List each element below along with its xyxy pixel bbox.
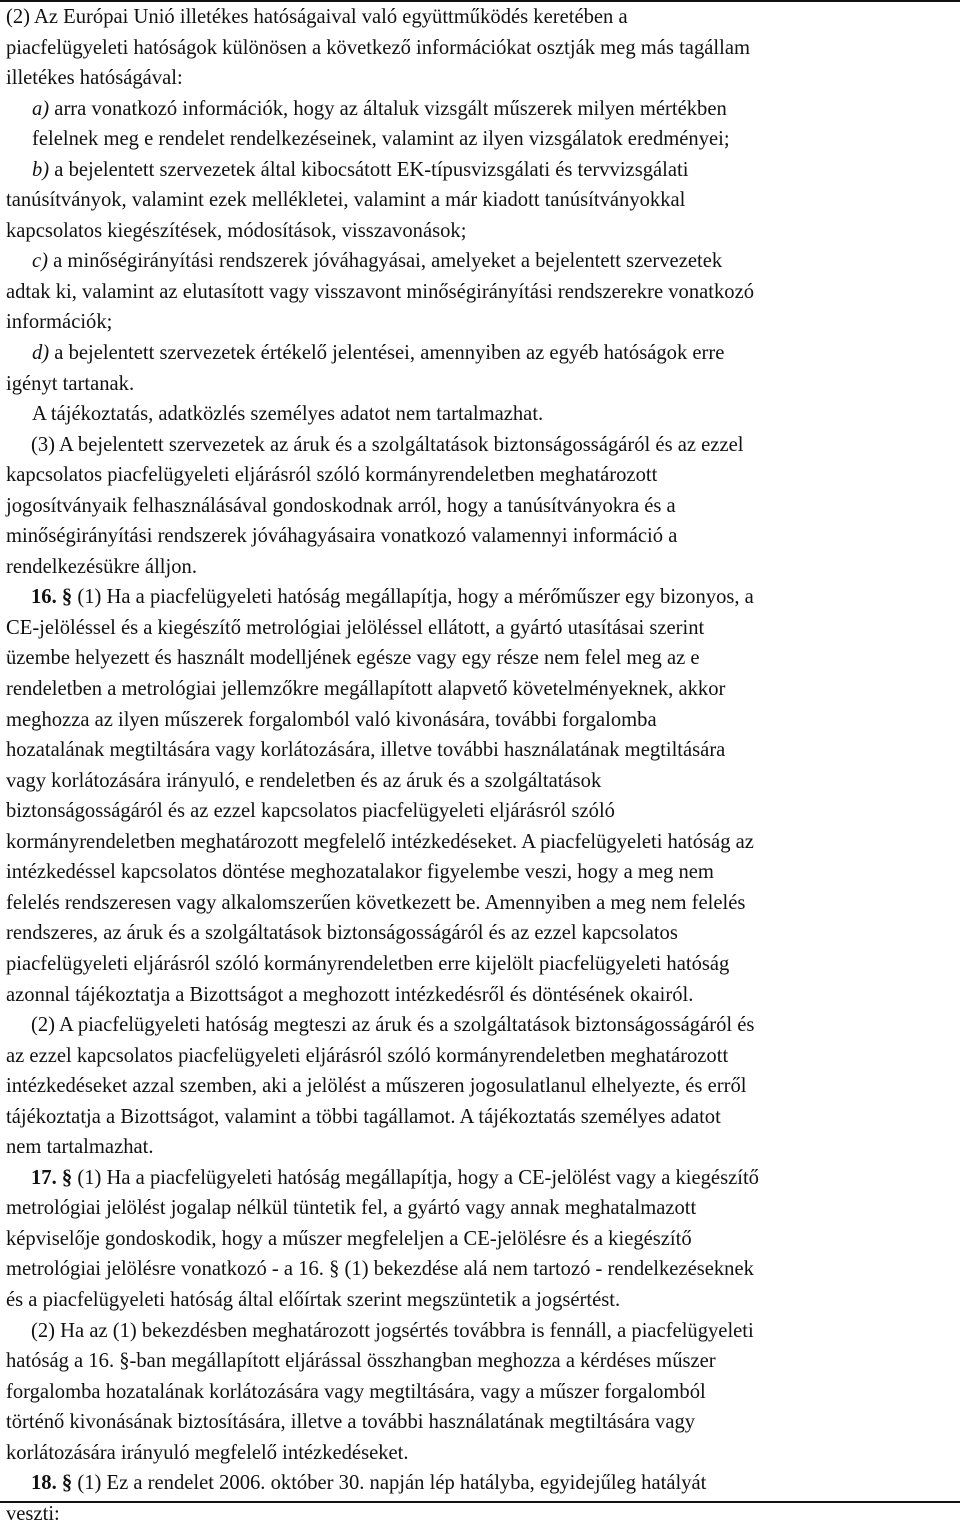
text-line bbox=[6, 185, 958, 216]
line-text: képviselője gondoskodik, hogy a műszer megfeleljen a CE-jelölésre és a kiegészítő bbox=[6, 1227, 692, 1250]
line-text: piacfelügyeleti hatóságok különösen a következő információkat osztják meg más tagállam bbox=[6, 36, 750, 59]
text-line bbox=[6, 1163, 958, 1194]
text-line bbox=[6, 1377, 958, 1408]
line-text: (1) Ez a rendelet 2006. október 30. napján lép hatályba, egyidejűleg hatályát bbox=[72, 1472, 707, 1495]
document-body bbox=[6, 2, 958, 1529]
line-text: (1) Ha a piacfelügyeleti hatóság megállapítja, hogy a mérőműszer egy bizonyos, a bbox=[72, 586, 754, 609]
text-line bbox=[6, 1102, 958, 1133]
text-line bbox=[6, 1468, 958, 1499]
line-text: tanúsítványok, valamint ezek mellékletei, valamint a már kiadott tanúsítványokkal bbox=[6, 189, 686, 212]
line-text: meghozza az ilyen műszerek forgalomból való kivonására, további forgalomba bbox=[6, 708, 657, 731]
text-line bbox=[6, 33, 958, 64]
line-text: (3) A bejelentett szervezetek az áruk és a szolgáltatások biztonságosságáról és az ezzel bbox=[31, 433, 744, 456]
line-text: CE-jelöléssel és a kiegészítő metrológiai jelöléssel ellátott, a gyártó utasításai szerint bbox=[6, 616, 705, 639]
text-line bbox=[6, 369, 958, 400]
text-line bbox=[6, 1499, 958, 1529]
line-text: (2) Ha az (1) bekezdésben meghatározott jogsértés továbbra is fennáll, a piacfelügyeleti bbox=[31, 1319, 754, 1342]
line-text: nem tartalmazhat. bbox=[6, 1136, 154, 1159]
text-line bbox=[6, 1316, 958, 1347]
line-text: vagy korlátozására irányuló, e rendeletben és az áruk és a szolgáltatások bbox=[6, 769, 602, 792]
text-line bbox=[6, 1071, 958, 1102]
line-text: üzembe helyezett és használt modelljének egésze vagy egy része nem felel meg az e bbox=[6, 647, 700, 670]
line-text: és a piacfelügyeleti hatóság által előírtak szerint megszüntetik a jogsértést. bbox=[6, 1288, 621, 1311]
line-text: A tájékoztatás, adatközlés személyes adatot nem tartalmazhat. bbox=[32, 403, 544, 426]
text-line bbox=[6, 1285, 958, 1316]
line-text: információk; bbox=[6, 311, 113, 334]
line-text: minőségirányítási rendszerek jóváhagyásaira vonatkozó valamennyi információ a bbox=[6, 525, 678, 548]
text-line bbox=[6, 216, 958, 247]
text-line bbox=[6, 582, 958, 613]
line-text: a minőségirányítási rendszerek jóváhagyásai, amelyeket a bejelentett szervezetek bbox=[48, 250, 723, 273]
line-text: a bejelentett szervezetek által kibocsátott EK-típusvizsgálati és tervvizsgálati bbox=[49, 158, 689, 181]
line-text: (2) Az Európai Unió illetékes hatóságaival való együttműködés keretében a bbox=[6, 6, 628, 28]
line-text: igényt tartanak. bbox=[6, 372, 135, 395]
text-line bbox=[6, 63, 958, 94]
line-text: az ezzel kapcsolatos piacfelügyeleti eljárásról szóló kormányrendeletben meghatározott bbox=[6, 1044, 729, 1067]
text-line bbox=[6, 124, 958, 155]
line-text: kapcsolatos kiegészítések, módosítások, visszavonások; bbox=[6, 219, 467, 242]
text-line bbox=[6, 918, 958, 949]
text-line bbox=[6, 949, 958, 980]
line-text: intézkedéssel kapcsolatos döntése meghozatalakor figyelembe veszi, hogy a meg nem bbox=[6, 861, 714, 884]
line-text: illetékes hatóságával: bbox=[6, 67, 183, 90]
list-marker: a) bbox=[32, 97, 50, 120]
text-line bbox=[6, 2, 958, 33]
text-line bbox=[6, 888, 958, 919]
line-text: adtak ki, valamint az elutasított vagy visszavont minőségirányítási rendszerekre vonatkozó bbox=[6, 280, 755, 303]
line-text: (1) Ha a piacfelügyeleti hatóság megállapítja, hogy a CE-jelölést vagy a kiegészítő bbox=[72, 1166, 759, 1189]
text-line bbox=[6, 796, 958, 827]
text-line bbox=[6, 827, 958, 858]
line-text: hozatalának megtiltására vagy korlátozására, illetve további használatának megtiltására bbox=[6, 739, 726, 762]
text-line bbox=[6, 1438, 958, 1469]
line-text: arra vonatkozó információk, hogy az általuk vizsgált műszerek milyen mértékben bbox=[49, 97, 727, 120]
text-line bbox=[6, 552, 958, 583]
list-marker: d) bbox=[32, 342, 50, 365]
text-line bbox=[6, 857, 958, 888]
text-line bbox=[6, 460, 958, 491]
text-line bbox=[6, 246, 958, 277]
text-line bbox=[6, 338, 958, 369]
line-text: korlátozására irányuló megfelelő intézkedéseket. bbox=[6, 1441, 409, 1464]
text-line bbox=[6, 1224, 958, 1255]
text-line bbox=[6, 1346, 958, 1377]
line-text: metrológiai jelölésre vonatkozó - a 16. § (1) bekezdése alá nem tartozó - rendelkezéseknek bbox=[6, 1258, 754, 1281]
text-line bbox=[6, 277, 958, 308]
line-text: kormányrendeletben meghatározott megfelelő intézkedéseket. A piacfelügyeleti hatóság az bbox=[6, 830, 754, 853]
line-text: veszti: bbox=[6, 1502, 60, 1525]
list-marker: b) bbox=[32, 158, 50, 181]
text-line bbox=[6, 613, 958, 644]
text-line bbox=[6, 643, 958, 674]
text-line bbox=[6, 521, 958, 552]
line-text: biztonságosságáról és az ezzel kapcsolatos piacfelügyeleti eljárásról szóló bbox=[6, 800, 615, 823]
line-text: jogosítványaik felhasználásával gondoskodnak arról, hogy a tanúsítványokra és a bbox=[6, 494, 676, 517]
line-text: azonnal tájékoztatja a Bizottságot a meghozott intézkedésről és döntésének okairól. bbox=[6, 983, 694, 1006]
line-text: hatóság a 16. §-ban megállapított eljárással összhangban meghozza a kérdéses műszer bbox=[6, 1350, 716, 1373]
text-line bbox=[6, 1193, 958, 1224]
line-text: rendelkezésükre álljon. bbox=[6, 555, 197, 578]
line-text: felelés rendszeresen vagy alkalomszerűen következett be. Amennyiben a meg nem felelés bbox=[6, 891, 746, 914]
text-line bbox=[6, 1132, 958, 1163]
section-number: 18. § bbox=[31, 1472, 73, 1495]
line-text: történő kivonásának biztosítására, illetve a további használatának megtiltására vagy bbox=[6, 1411, 696, 1434]
text-line bbox=[6, 307, 958, 338]
text-line bbox=[6, 1041, 958, 1072]
text-line bbox=[6, 399, 958, 430]
text-line bbox=[6, 491, 958, 522]
line-text: a bejelentett szervezetek értékelő jelentései, amennyiben az egyéb hatóságok erre bbox=[49, 342, 725, 365]
text-line bbox=[6, 430, 958, 461]
text-line bbox=[6, 1407, 958, 1438]
line-text: (2) A piacfelügyeleti hatóság megteszi az áruk és a szolgáltatások biztonságosságáról és bbox=[31, 1014, 755, 1037]
line-text: tájékoztatja a Bizottságot, valamint a többi tagállamot. A tájékoztatás személyes adatot bbox=[6, 1105, 721, 1128]
line-text: kapcsolatos piacfelügyeleti eljárásról szóló kormányrendeletben meghatározott bbox=[6, 464, 658, 487]
text-line bbox=[6, 1254, 958, 1285]
text-line bbox=[6, 766, 958, 797]
line-text: metrológiai jelölést jogalap nélkül tüntetik fel, a gyártó vagy annak meghatalmazott bbox=[6, 1197, 697, 1220]
text-line bbox=[6, 155, 958, 186]
list-marker: c) bbox=[32, 250, 48, 273]
section-number: 16. § bbox=[31, 586, 73, 609]
text-line bbox=[6, 94, 958, 125]
text-line bbox=[6, 674, 958, 705]
line-text: felelnek meg e rendelet rendelkezéseinek, valamint az ilyen vizsgálatok eredményei; bbox=[32, 128, 730, 151]
bottom-border bbox=[0, 1501, 960, 1503]
text-line bbox=[6, 735, 958, 766]
section-number: 17. § bbox=[31, 1166, 73, 1189]
text-line bbox=[6, 1010, 958, 1041]
line-text: forgalomba hozatalának korlátozására vagy megtiltására, vagy a műszer forgalomból bbox=[6, 1380, 706, 1403]
text-line bbox=[6, 980, 958, 1011]
line-text: rendszeres, az áruk és a szolgáltatások biztonságosságáról és az ezzel kapcsolatos bbox=[6, 922, 678, 945]
line-text: piacfelügyeleti eljárásról szóló kormányrendeletben erre kijelölt piacfelügyeleti hatóság bbox=[6, 952, 730, 975]
text-line bbox=[6, 705, 958, 736]
line-text: intézkedéseket azzal szemben, aki a jelölést a műszeren jogosulatlanul elhelyezte, és erről bbox=[6, 1075, 747, 1098]
line-text: rendeletben a metrológiai jellemzőkre megállapított alapvető követelményeknek, akkor bbox=[6, 678, 726, 701]
